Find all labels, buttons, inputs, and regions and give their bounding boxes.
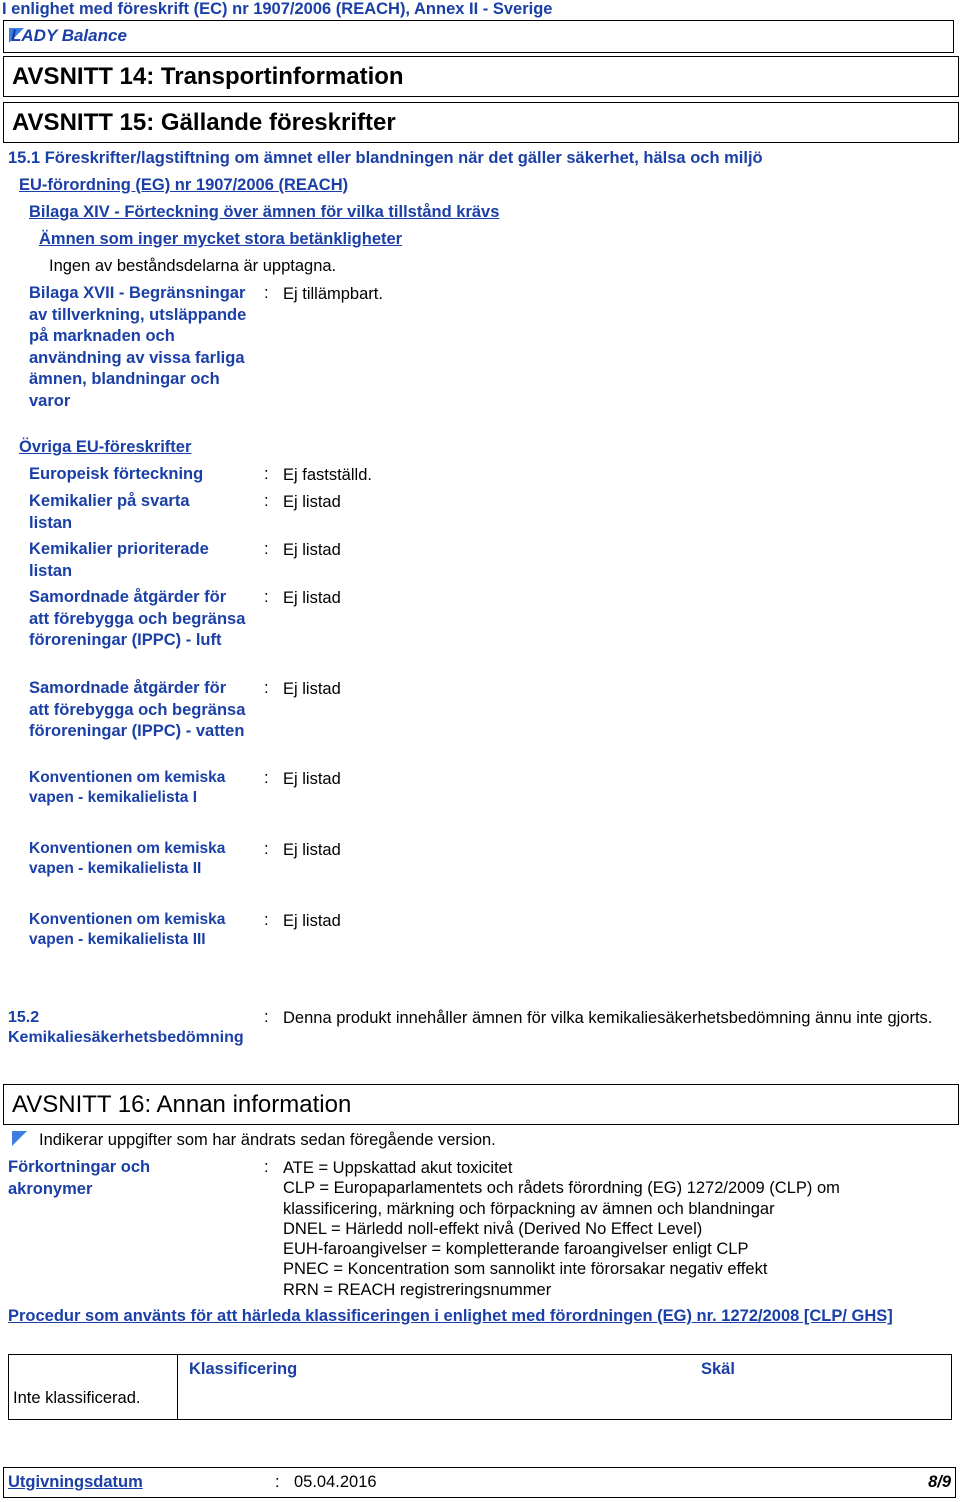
svhc-heading: Ämnen som inger mycket stora betänkligheter <box>39 230 403 248</box>
separator-colon: : <box>264 679 269 697</box>
row-value-priority-list: Ej listad <box>283 541 341 559</box>
separator-colon: : <box>264 911 269 929</box>
row-label-cwc-list-3: Konventionen om kemiska vapen - kemikalielista III <box>29 911 226 948</box>
reach-heading: EU-förordning (EG) nr 1907/2006 (REACH) <box>19 176 349 194</box>
separator-colon: : <box>264 284 269 302</box>
section-16-box <box>3 1084 959 1125</box>
section-14-title: AVSNITT 14: Transportinformation <box>12 63 404 90</box>
subsection-15-2-label: Kemikaliesäkerhetsbedömning <box>8 1029 244 1046</box>
product-name-box <box>3 20 954 53</box>
row-label-european-inventory: Europeisk förteckning <box>29 465 204 483</box>
separator-colon: : <box>264 588 269 606</box>
row-value-cwc-list-1: Ej listad <box>283 770 341 788</box>
issue-date-value: 05.04.2016 <box>294 1473 377 1491</box>
abbreviation-line: RRN = REACH registreringsnummer <box>283 1280 552 1299</box>
separator-colon: : <box>264 769 269 787</box>
row-label-ippc-air: Samordnade åtgärder för att förebygga och begränsa föroreningar (IPPC) - luft <box>29 588 246 649</box>
row-label-ippc-water: Samordnade åtgärder för att förebygga och begränsa föroreningar (IPPC) - vatten <box>29 679 246 740</box>
row-label-cwc-list-1: Konventionen om kemiska vapen - kemikalielista I <box>29 769 226 806</box>
classification-procedure-heading: Procedur som använts för att härleda klassificeringen i enlighet med förordningen (EG) nr. 1272/2008 [CLP/ GHS] <box>8 1307 893 1325</box>
abbreviations-label: Förkortningar och akronymer <box>8 1158 151 1198</box>
svhc-value: Ingen av beståndsdelarna är upptagna. <box>49 257 337 275</box>
separator-colon: : <box>264 492 269 510</box>
row-value-ippc-water: Ej listad <box>283 680 341 698</box>
annex-xiv-heading: Bilaga XIV - Förteckning över ämnen för vilka tillstånd krävs <box>29 203 500 221</box>
row-value-european-inventory: Ej fastställd. <box>283 466 372 484</box>
abbreviation-line: DNEL = Härledd noll-effekt nivå (Derived No Effect Level) <box>283 1219 703 1238</box>
section-14-box <box>3 56 959 97</box>
changed-indicator-note: Indikerar uppgifter som har ändrats sedan föregående version. <box>39 1131 496 1149</box>
table-header-reason: Skäl <box>701 1360 735 1378</box>
section-16-title: AVSNITT 16: Annan information <box>12 1091 352 1118</box>
separator-colon: : <box>264 1158 269 1176</box>
annex-xvii-label: Bilaga XVII - Begränsningar av tillverkning, utsläppande på marknaden och användning av vissa farliga ämnen, blandningar och varor <box>29 284 247 410</box>
abbreviation-line: klassificering, märkning och förpackning av ämnen och blandningar <box>283 1199 775 1218</box>
row-label-black-list: Kemikalier på svarta listan <box>29 492 190 532</box>
abbreviation-line: CLP = Europaparlamentets och rådets förordning (EG) 1272/2009 (CLP) om <box>283 1179 840 1198</box>
row-value-ippc-air: Ej listad <box>283 589 341 607</box>
abbreviation-line: EUH-faroangivelser = kompletterande faroangivelser enligt CLP <box>283 1240 749 1259</box>
table-header-classification: Klassificering <box>189 1360 298 1378</box>
abbreviations-list <box>283 1158 840 1300</box>
row-label-priority-list: Kemikalier prioriterade listan <box>29 540 209 580</box>
footer-box <box>3 1467 956 1498</box>
separator-colon: : <box>275 1473 280 1491</box>
other-eu-heading: Övriga EU-föreskrifter <box>19 438 192 456</box>
row-value-cwc-list-2: Ej listad <box>283 841 341 859</box>
subsection-15-1-heading: 15.1 Föreskrifter/lagstiftning om ämnet eller blandningen när det gäller säkerhet, hälsa och miljö <box>8 149 763 167</box>
section-15-box <box>3 102 959 143</box>
abbreviation-line: PNEC = Koncentration som sannolikt inte förorsakar negativ effekt <box>283 1260 768 1279</box>
abbreviation-line: ATE = Uppskattad akut toxicitet <box>283 1159 513 1177</box>
product-name: LADY Balance <box>11 26 127 45</box>
table-divider <box>177 1355 178 1419</box>
issue-date-label: Utgivningsdatum <box>8 1473 143 1491</box>
separator-colon: : <box>264 540 269 558</box>
annex-xvii-value: Ej tillämpbart. <box>283 285 383 303</box>
row-value-black-list: Ej listad <box>283 493 341 511</box>
table-row-label: Inte klassificerad. <box>13 1389 141 1407</box>
document-header-title: I enlighet med föreskrift (EC) nr 1907/2006 (REACH), Annex II - Sverige <box>2 0 553 18</box>
changed-marker-icon <box>12 1131 27 1146</box>
subsection-15-2-number: 15.2 <box>8 1009 40 1026</box>
row-value-cwc-list-3: Ej listad <box>283 912 341 930</box>
page-number: 8/9 <box>928 1473 951 1491</box>
separator-colon: : <box>264 840 269 858</box>
row-label-cwc-list-2: Konventionen om kemiska vapen - kemikalielista II <box>29 840 226 877</box>
subsection-15-2-value: Denna produkt innehåller ämnen för vilka kemikaliesäkerhetsbedömning ännu inte gjorts. <box>283 1009 933 1027</box>
classification-table <box>8 1354 952 1420</box>
separator-colon: : <box>264 1008 269 1026</box>
separator-colon: : <box>264 465 269 483</box>
section-15-title: AVSNITT 15: Gällande föreskrifter <box>12 109 396 136</box>
